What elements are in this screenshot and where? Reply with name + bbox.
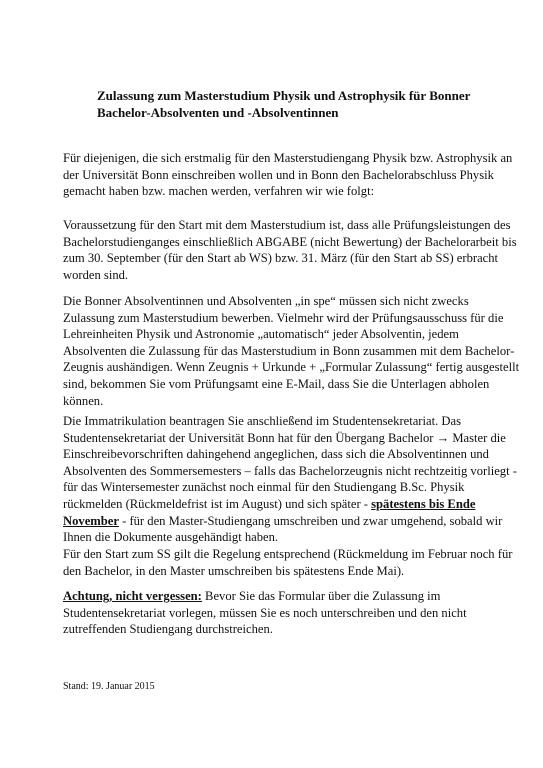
- paragraph-reminder: [63, 588, 523, 638]
- paragraph-intro: Für diejenigen, die sich erstmalig für den Masterstudiengang Physik bzw. Astrophysik an der Universität Bonn einschreiben wollen und in Bonn den Bachelorabschluss Physik gemacht haben bzw. machen werden, verfahren wir wie folgt:: [63, 151, 513, 199]
- paragraph-enrollment: [63, 413, 523, 546]
- document-date: Stand: 19. Januar 2015: [63, 681, 155, 692]
- paragraph-prerequisite: Voraussetzung für den Start mit dem Masterstudium ist, dass alle Prüfungsleistungen des Bachelorstudienganges einschließlich ABGABE (nicht Bewertung) der Bachelorarbeit bis zum 30. September (für den Start ab WS) bzw. 31. März (für den Start ab SS) erbracht worden sind.: [63, 218, 517, 282]
- reminder-emphasis: Achtung, nicht vergessen:: [63, 589, 202, 603]
- title-line-2: Bachelor-Absolventen und -Absolventinnen: [97, 105, 339, 120]
- paragraph-summer-start: Für den Start zum SS gilt die Regelung entsprechend (Rückmeldung im Februar noch für den Bachelor, in den Master umschreiben bis spätestens Ende Mai).: [63, 547, 513, 578]
- reminder-text: Bevor Sie das Formular über die Zulassung im Studentensekretariat vorlegen, müssen Sie es noch unterschreiben und den nicht zutreffenden Studiengang durchstreichen.: [63, 589, 467, 637]
- title-line-1: Zulassung zum Masterstudium Physik und Astrophysik für Bonner: [97, 88, 471, 103]
- paragraph-admission: Die Bonner Absolventinnen und Absolventen „in spe“ müssen sich nicht zwecks Zulassung zum Masterstudium bewerben. Vielmehr wird der Prüfungsausschuss für die Lehreinheiten Physik und Astronomie „automatisch“ jeder Absolventin, jedem Absolventen die Zulassung für das Masterstudium in Bonn zusammen mit dem Bachelor-Zeugnis aushändigen. Wenn Zeugnis + Urkunde + „Formular Zulassung“ fertig ausgestellt sind, bekommen Sie vom Prüfungsamt eine E-Mail, dass Sie die Unterlagen abholen können.: [63, 294, 520, 408]
- document-title: [97, 87, 517, 121]
- enrollment-text-1: Die Immatrikulation beantragen Sie anschließend im Studentensekretariat. Das Studentensekretariat der Universität Bonn hat für den Übergang Bachelor → Master die Einschreibevorschriften dahingehend angeglichen, dass sich die Absolventinnen und Absolventen des Sommersemesters – falls das Bachelorzeugnis nicht rechtzeitig vorliegt - für das Wintersemester zunächst noch einmal für den Studiengang B.Sc. Physik rückmelden (Rückmeldefrist ist im August) und sich später -: [63, 414, 517, 511]
- deadline-emphasis: spätestens bis Ende November: [63, 496, 476, 528]
- enrollment-text-2: - für den Master-Studiengang umschreiben und zwar umgehend, sobald wir Ihnen die Dokumente ausgehändigt haben.: [63, 513, 503, 545]
